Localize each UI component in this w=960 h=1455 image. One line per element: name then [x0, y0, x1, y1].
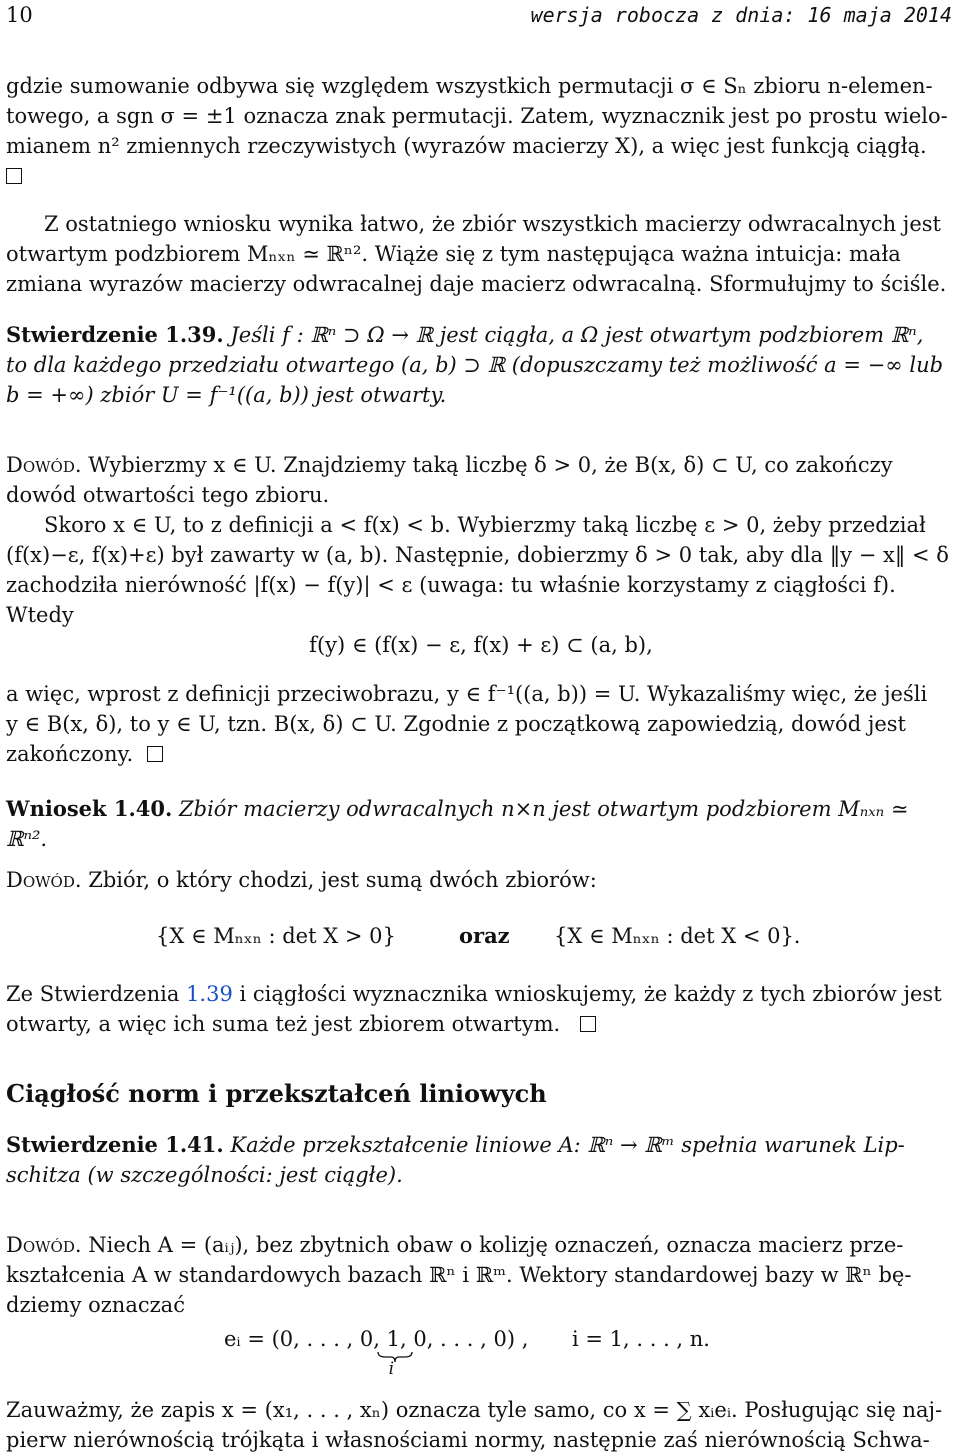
display-equation: f(y) ∈ (f(x) − ε, f(x) + ε) ⊂ (a, b),: [309, 633, 653, 657]
qed-line: [6, 161, 956, 191]
text-line: dowód otwartości tego zbioru.: [6, 483, 330, 507]
set-positive-det: {X ∈ Mₙₓₙ : det X > 0}: [156, 924, 396, 948]
set-negative-det: {X ∈ Mₙₓₙ : det X < 0}.: [554, 924, 801, 948]
page-number: 10: [6, 3, 33, 27]
text-line: otwartym podzbiorem Mₙₓₙ ≃ ℝⁿ². Wiąże się z tym następująca ważna intuicja: mała: [6, 242, 901, 266]
text-line: Zauważmy, że zapis x = (x₁, . . . , xₙ) oznacza tyle samo, co x = ∑ xᵢeᵢ. Posługując się naj-: [6, 1398, 943, 1422]
text-line: [6, 1130, 956, 1160]
text-line: kształcenia A w standardowych bazach ℝⁿ i ℝᵐ. Wektory standardowej bazy w ℝⁿ bę-: [6, 1263, 912, 1287]
corollary-text: Zbiór macierzy odwracalnych n×n jest otwartym podzbiorem Mₙₓₙ ≃ ℝⁿ².: [6, 797, 909, 851]
text-line: [6, 739, 956, 769]
text-line: Wtedy: [6, 603, 74, 627]
formula-part: eᵢ = (0, . . . , 0,: [224, 1327, 387, 1351]
paragraph-open-subset: [6, 209, 956, 299]
text-line: a więc, wprost z definicji przeciwobrazu, y ∈ f⁻¹((a, b)) = U. Wykazaliśmy więc, że jeśli: [6, 682, 928, 706]
proof-1-39-continued: [6, 679, 956, 769]
text-line: pierw nierównością trójkąta i własnościami normy, następnie zaś nierównością Schwa-: [6, 1428, 930, 1452]
text-line: Z ostatniego wniosku wynika łatwo, że zbiór wszystkich macierzy odwracalnych jest: [44, 212, 941, 236]
proposition-1-41: [6, 1130, 956, 1190]
underbrace-index: i: [388, 1359, 395, 1379]
text-line: zachodziła nierówność |f(x) − f(y)| < ε (uwaga: tu właśnie korzystamy z ciągłości f).: [6, 573, 896, 597]
text-line: gdzie sumowanie odbywa się względem wszystkich permutacji σ ∈ Sₙ zbioru n-elemen-: [6, 74, 933, 98]
text-line: [6, 320, 956, 350]
underbrace-one: [386, 1324, 400, 1379]
proposition-text: Każde przekształcenie liniowe A: ℝⁿ → ℝᵐ spełnia warunek Lip-: [230, 1133, 905, 1157]
text-line: [6, 450, 956, 480]
text-line: mianem n² zmiennych rzeczywistych (wyrazów macierzy X), a więc jest funkcją ciągłą.: [6, 134, 927, 158]
proof-label: Dowód.: [6, 1233, 82, 1257]
proof-1-40: [6, 865, 956, 895]
text-line: Skoro x ∈ U, to z definicji a < f(x) < b. Wybierzmy taką liczbę ε > 0, żeby przedział: [44, 513, 926, 537]
qed-square-icon: [147, 746, 163, 762]
proposition-label: Stwierdzenie 1.41.: [6, 1132, 224, 1157]
text-line: y ∈ B(x, δ), to y ∈ U, tzn. B(x, δ) ⊂ U. Zgodnie z początkową zapowiedzią, dowód jest: [6, 712, 906, 736]
qed-square-icon: [580, 1016, 596, 1032]
text-line: (f(x)−ε, f(x)+ε) był zawarty w (a, b). Następnie, dobierzmy δ > 0 tak, aby dla ‖y − x‖ < δ: [6, 543, 949, 567]
text-line: to dla każdego przedziału otwartego (a, b) ⊃ ℝ (dopuszczamy też możliwość a = −∞ lub: [6, 353, 944, 377]
formula-one: 1: [386, 1327, 400, 1351]
formula-part: , 0, . . . , 0) ,: [400, 1327, 529, 1351]
running-title: wersja robocza z dnia: 16 maja 2014: [530, 3, 952, 27]
proof-text: Ze Stwierdzenia: [6, 982, 187, 1006]
text-line: [6, 979, 956, 1009]
proof-1-41-continued: [6, 1395, 956, 1455]
display-basis-vectors: [6, 1324, 956, 1379]
qed-square-icon: [6, 168, 22, 184]
text-line: dziemy oznaczać: [6, 1293, 185, 1317]
proof-1-40-continued: [6, 979, 956, 1039]
proof-text: Zbiór, o który chodzi, jest sumą dwóch zbiorów:: [88, 868, 597, 892]
page-header: [6, 0, 956, 30]
proof-label: Dowód.: [6, 868, 82, 892]
text-line: zmiana wyrazów macierzy odwracalnej daje macierz odwracalną. Sformułujmy to ściśle.: [6, 272, 947, 296]
text-line: [6, 1009, 956, 1039]
paragraph-sum-permutations: [6, 71, 956, 191]
text-line: b = +∞) zbiór U = f⁻¹((a, b)) jest otwarty.: [6, 383, 447, 407]
text-line: schitza (w szczególności: jest ciągłe).: [6, 1163, 403, 1187]
proposition-label: Stwierdzenie 1.39.: [6, 322, 224, 347]
proof-text: Wybierzmy x ∈ U. Znajdziemy taką liczbę δ > 0, że B(x, δ) ⊂ U, co zakończy: [88, 453, 893, 477]
corollary-label: Wniosek 1.40.: [6, 796, 173, 821]
text-line: [6, 1230, 956, 1260]
section-heading: Ciągłość norm i przekształceń liniowych: [6, 1079, 547, 1108]
corollary-1-40: [6, 794, 956, 854]
conjunction: oraz: [459, 923, 510, 948]
proposition-1-39: [6, 320, 956, 410]
text-line: towego, a sgn σ = ±1 oznacza znak permutacji. Zatem, wyznacznik jest po prostu wielo-: [6, 104, 948, 128]
underbrace-icon: [377, 1351, 413, 1363]
proof-label: Dowód.: [6, 453, 82, 477]
proof-text: Niech A = (aᵢⱼ), bez zbytnich obaw o kolizję oznaczeń, oznacza macierz prze-: [88, 1233, 904, 1257]
index-range: i = 1, . . . , n.: [572, 1327, 710, 1351]
proof-text: zakończony.: [6, 742, 134, 766]
proof-1-39: [6, 450, 956, 630]
basis-formula: [224, 1324, 529, 1379]
proof-text: otwarty, a więc ich suma też jest zbiorem otwartym.: [6, 1012, 561, 1036]
proof-1-41: [6, 1230, 956, 1320]
proof-text: i ciągłości wyznacznika wnioskujemy, że każdy z tych zbiorów jest: [232, 982, 942, 1006]
reference-link-1-39[interactable]: 1.39: [186, 982, 233, 1006]
proposition-text: Jeśli f : ℝⁿ ⊃ Ω → ℝ jest ciągła, a Ω jest otwartym podzbiorem ℝⁿ,: [230, 323, 924, 347]
